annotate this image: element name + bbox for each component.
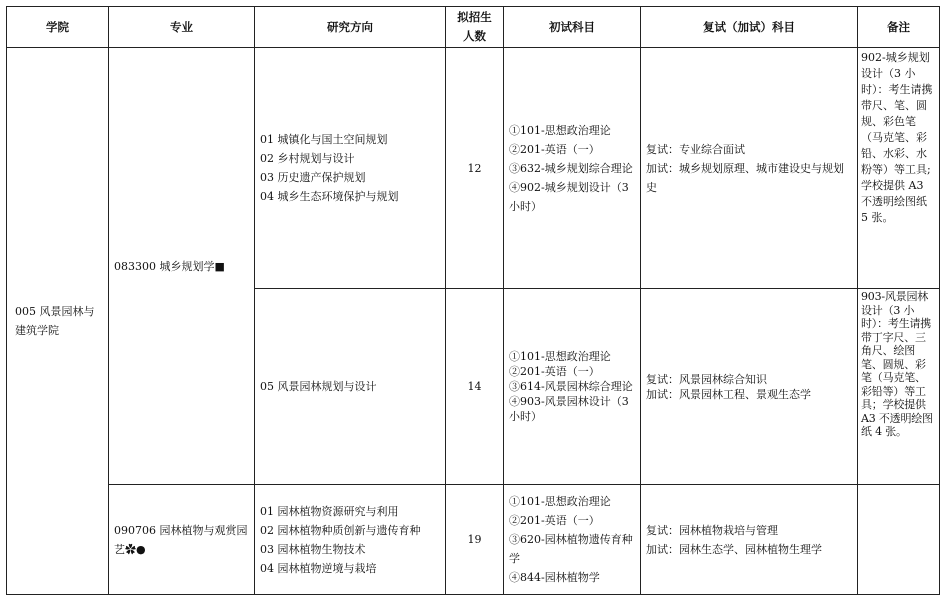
prelim-item: ④903-风景园林设计（3 小时）	[509, 395, 629, 423]
extra-item: 加试：园林生态学、园林植物生理学	[646, 542, 822, 556]
major-cell	[109, 48, 255, 485]
note-text: 903-风景园林设计（3 小时）：考生请携带丁字尺、三角尺、绘图笔、圆规、彩笔（马克笔、彩铅等）等工具；学校提供 A3 不透明绘图纸 4 张。	[861, 290, 933, 438]
prelim-cell	[504, 48, 641, 289]
direction-item: 04 园林植物逆境与栽培	[260, 561, 377, 575]
direction-item: 04 城乡生态环境保护与规划	[260, 190, 399, 203]
direction-item: 05 风景园林规划与设计	[260, 380, 377, 393]
header-college: 学院	[7, 7, 109, 48]
note-cell	[858, 485, 940, 595]
direction-cell	[255, 289, 446, 485]
major-name: 090706 园林植物与观赏园艺✿●	[114, 523, 248, 556]
table-row	[7, 485, 940, 595]
prelim-item: ③620-园林植物遗传育种学	[509, 533, 633, 565]
extra-item: 加试：城乡规划原理、城市建设史与规划史	[646, 161, 844, 194]
prelim-item: ①101-思想政治理论	[509, 495, 611, 508]
prelim-item: ②201-英语（一）	[509, 365, 600, 378]
major-cell	[109, 485, 255, 595]
quota-cell: 12	[446, 48, 504, 289]
college-name: 005 风景园林与建筑学院	[15, 305, 95, 337]
prelim-item: ④902-城乡规划设计（3 小时）	[509, 180, 629, 213]
major-name: 083300 城乡规划学■	[114, 259, 225, 273]
prelim-item: ①101-思想政治理论	[509, 350, 611, 363]
direction-item: 01 城镇化与国土空间规划	[260, 133, 388, 146]
retest-item: 复试：专业综合面试	[646, 142, 745, 156]
direction-item: 02 园林植物种质创新与遗传育种	[260, 523, 421, 537]
retest-item: 复试：风景园林综合知识	[646, 372, 767, 386]
header-retest: 复试（加试）科目	[641, 7, 858, 48]
retest-item: 复试：园林植物栽培与管理	[646, 523, 778, 537]
prelim-item: ④844-园林植物学	[509, 571, 600, 584]
table-row	[7, 48, 940, 289]
direction-item: 03 园林植物生物技术	[260, 542, 366, 556]
note-cell	[858, 48, 940, 289]
prelim-item: ②201-英语（一）	[509, 514, 600, 527]
header-major: 专业	[109, 7, 255, 48]
header-row	[7, 7, 940, 48]
extra-item: 加试：风景园林工程、景观生态学	[646, 387, 811, 401]
retest-cell	[641, 485, 858, 595]
direction-item: 01 园林植物资源研究与利用	[260, 504, 399, 518]
header-note: 备注	[858, 7, 940, 48]
note-text: 902-城乡规划设计（3 小时）：考生请携带尺、笔、圆规、彩色笔（马克笔、彩铅、水彩、水粉等）等工具;学校提供 A3 不透明绘图纸 5 张。	[861, 51, 933, 224]
admissions-table	[6, 6, 940, 595]
prelim-item: ③632-城乡规划综合理论	[509, 161, 633, 175]
header-quota: 拟招生人数	[446, 7, 504, 48]
header-prelim: 初试科目	[504, 7, 641, 48]
header-direction: 研究方向	[255, 7, 446, 48]
direction-cell	[255, 485, 446, 595]
direction-item: 03 历史遗产保护规划	[260, 171, 366, 184]
quota-cell: 19	[446, 485, 504, 595]
direction-cell	[255, 48, 446, 289]
prelim-item: ②201-英语（一）	[509, 142, 600, 156]
note-cell	[858, 289, 940, 485]
direction-item: 02 乡村规划与设计	[260, 152, 355, 165]
prelim-cell	[504, 485, 641, 595]
college-cell	[7, 48, 109, 595]
prelim-item: ③614-风景园林综合理论	[509, 380, 633, 393]
prelim-item: ①101-思想政治理论	[509, 123, 611, 137]
retest-cell	[641, 289, 858, 485]
retest-cell	[641, 48, 858, 289]
prelim-cell	[504, 289, 641, 485]
quota-cell: 14	[446, 289, 504, 485]
